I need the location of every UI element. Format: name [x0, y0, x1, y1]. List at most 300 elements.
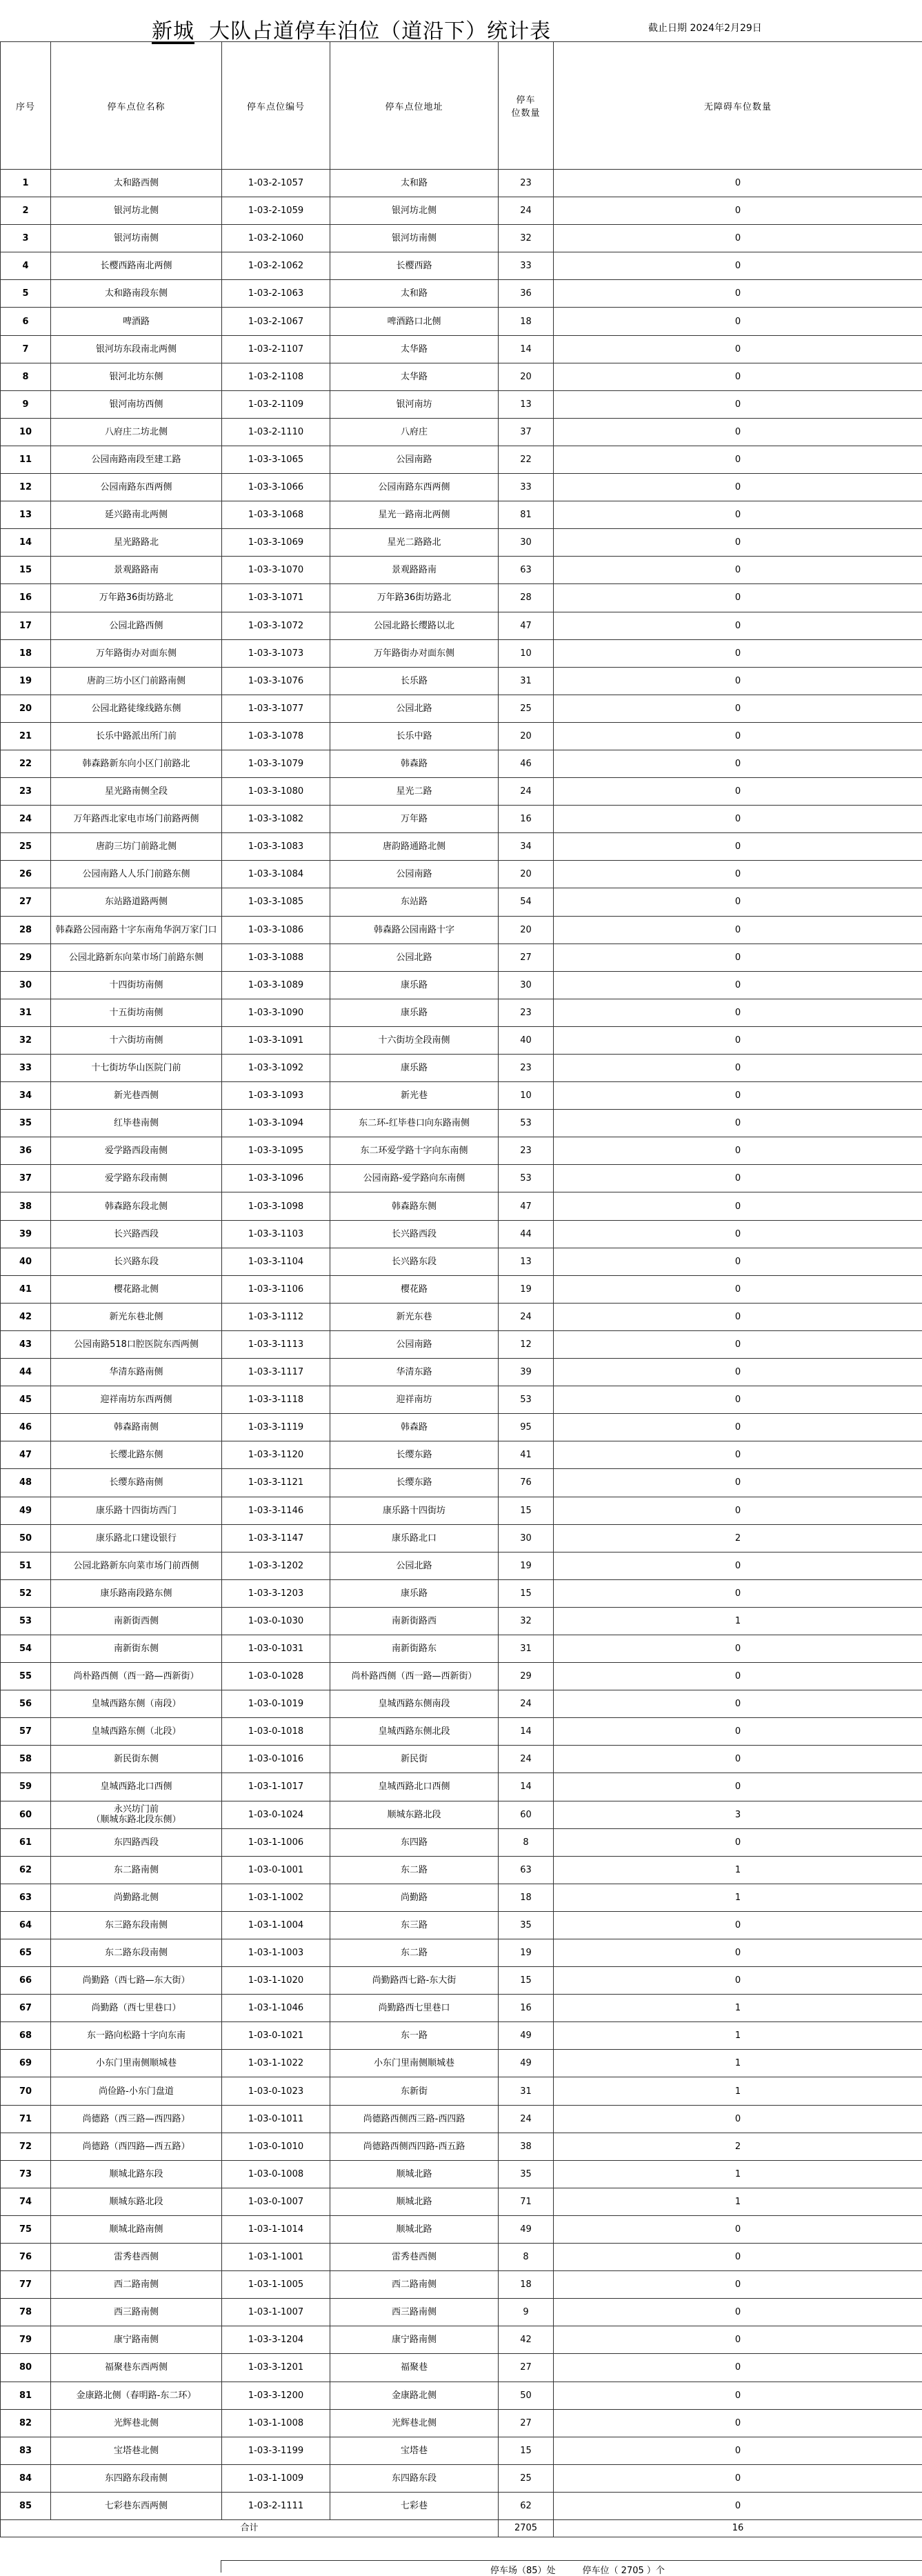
table-row	[1, 1469, 922, 1497]
row-spaces: 47	[499, 612, 554, 639]
row-code: 1-03-3-1120	[222, 1441, 330, 1469]
row-code: 1-03-0-1021	[222, 2022, 330, 2050]
row-code: 1-03-3-1069	[222, 529, 330, 557]
row-accessible: 0	[554, 170, 922, 197]
row-code: 1-03-2-1063	[222, 280, 330, 308]
row-code: 1-03-3-1089	[222, 971, 330, 999]
row-accessible: 0	[554, 2437, 922, 2464]
row-address: 公园北路长缨路以北	[330, 612, 499, 639]
table-row	[1, 916, 922, 943]
row-name: 公园北路徒缘线路东侧	[51, 695, 222, 722]
row-accessible: 0	[554, 2382, 922, 2409]
table-row	[1, 1967, 922, 1995]
row-address: 康乐路	[330, 1579, 499, 1607]
row-index: 56	[1, 1690, 51, 1718]
row-code: 1-03-1-1001	[222, 2244, 330, 2271]
row-index: 70	[1, 2077, 51, 2105]
row-name: 东二路东段南侧	[51, 1939, 222, 1967]
row-spaces: 30	[499, 529, 554, 557]
row-address: 太和路	[330, 170, 499, 197]
row-name: 万年路街办对面东侧	[51, 639, 222, 667]
table-row	[1, 557, 922, 584]
row-code: 1-03-3-1104	[222, 1248, 330, 1275]
row-spaces: 38	[499, 2133, 554, 2160]
row-spaces: 20	[499, 722, 554, 750]
row-code: 1-03-1-1002	[222, 1884, 330, 1911]
row-address: 韩森路东侧	[330, 1192, 499, 1220]
table-row	[1, 612, 922, 639]
table-row	[1, 1497, 922, 1524]
parking-table	[0, 41, 922, 2537]
row-index: 36	[1, 1137, 51, 1165]
row-address: 康乐路	[330, 999, 499, 1026]
row-name: 顺城北路东段	[51, 2160, 222, 2188]
row-code: 1-03-3-1118	[222, 1386, 330, 1414]
row-name: 长樱西路南北两侧	[51, 252, 222, 280]
row-code: 1-03-1-1006	[222, 1828, 330, 1856]
row-index: 79	[1, 2326, 51, 2354]
row-index: 52	[1, 1579, 51, 1607]
row-accessible: 0	[554, 861, 922, 888]
table-row	[1, 2437, 922, 2464]
row-address: 韩森路公园南路十字	[330, 916, 499, 943]
row-name: 康乐路十四街坊西门	[51, 1497, 222, 1524]
row-code: 1-03-3-1094	[222, 1110, 330, 1137]
row-code: 1-03-2-1067	[222, 308, 330, 335]
table-row	[1, 1690, 922, 1718]
table-row	[1, 833, 922, 861]
row-accessible: 0	[554, 695, 922, 722]
col-header-index: 序号	[1, 42, 51, 170]
row-code: 1-03-3-1098	[222, 1192, 330, 1220]
row-code: 1-03-2-1111	[222, 2492, 330, 2519]
table-row	[1, 1220, 922, 1248]
row-spaces: 15	[499, 2437, 554, 2464]
row-index: 39	[1, 1220, 51, 1248]
row-name: 银河坊南侧	[51, 225, 222, 252]
row-name: 长兴路西段	[51, 1220, 222, 1248]
row-code: 1-03-0-1030	[222, 1607, 330, 1635]
row-name: 银河坊北侧	[51, 197, 222, 225]
row-code: 1-03-3-1202	[222, 1552, 330, 1579]
table-row	[1, 1939, 922, 1967]
row-code: 1-03-2-1060	[222, 225, 330, 252]
table-row	[1, 2022, 922, 2050]
row-name: 太和路西侧	[51, 170, 222, 197]
row-index: 18	[1, 639, 51, 667]
row-name: 十四街坊南侧	[51, 971, 222, 999]
row-accessible: 0	[554, 1911, 922, 1939]
row-address: 康宁路南侧	[330, 2326, 499, 2354]
row-spaces: 10	[499, 1082, 554, 1110]
row-accessible: 0	[554, 1939, 922, 1967]
row-address: 长缨东路	[330, 1441, 499, 1469]
row-index: 14	[1, 529, 51, 557]
table-row	[1, 446, 922, 473]
row-name: 公园南路东西两侧	[51, 474, 222, 501]
row-address: 公园北路	[330, 1552, 499, 1579]
table-body	[1, 170, 922, 2537]
row-accessible: 0	[554, 1192, 922, 1220]
row-name: 金康路北侧（春明路-东二环）	[51, 2382, 222, 2409]
row-code: 1-03-3-1091	[222, 1026, 330, 1054]
row-name: 宝塔巷北侧	[51, 2437, 222, 2464]
row-name: 银河坊东段南北两侧	[51, 335, 222, 363]
row-address: 新光巷	[330, 1082, 499, 1110]
row-spaces: 76	[499, 1469, 554, 1497]
row-accessible: 0	[554, 1026, 922, 1054]
table-row	[1, 280, 922, 308]
table-row	[1, 750, 922, 777]
row-index: 44	[1, 1359, 51, 1386]
row-address: 新民街	[330, 1746, 499, 1773]
table-row	[1, 225, 922, 252]
row-address: 尚德路西侧西三路-西四路	[330, 2105, 499, 2133]
row-spaces: 13	[499, 1248, 554, 1275]
total-accessible: 16	[554, 2519, 922, 2537]
row-spaces: 19	[499, 1552, 554, 1579]
row-index: 40	[1, 1248, 51, 1275]
footer-text: 停车场（85）处 停车位（ 2705 ）个	[490, 2563, 665, 2576]
row-accessible: 0	[554, 2244, 922, 2271]
row-address: 星光二路	[330, 778, 499, 806]
row-code: 1-03-3-1103	[222, 1220, 330, 1248]
row-name: 红毕巷南侧	[51, 1110, 222, 1137]
row-code: 1-03-3-1096	[222, 1165, 330, 1192]
table-row	[1, 2271, 922, 2299]
row-code: 1-03-3-1077	[222, 695, 330, 722]
row-name: 永兴坊门前 （顺城东路北段东侧）	[51, 1801, 222, 1828]
row-accessible: 0	[554, 1469, 922, 1497]
row-accessible: 0	[554, 1663, 922, 1690]
row-index: 49	[1, 1497, 51, 1524]
row-address: 七彩巷	[330, 2492, 499, 2519]
row-accessible: 0	[554, 833, 922, 861]
table-row	[1, 1110, 922, 1137]
row-index: 57	[1, 1718, 51, 1746]
row-code: 1-03-3-1086	[222, 916, 330, 943]
row-address: 迎祥南坊	[330, 1386, 499, 1414]
row-address: 东新街	[330, 2077, 499, 2105]
row-name: 韩森路新东向小区门前路北	[51, 750, 222, 777]
row-code: 1-03-3-1199	[222, 2437, 330, 2464]
row-spaces: 40	[499, 1026, 554, 1054]
col-header-accessible: 无障碍车位数量	[554, 42, 922, 170]
table-row	[1, 2077, 922, 2105]
row-index: 28	[1, 916, 51, 943]
row-accessible: 0	[554, 1635, 922, 1662]
row-code: 1-03-1-1017	[222, 1773, 330, 1801]
row-name: 皇城西路北口西侧	[51, 1773, 222, 1801]
row-name: 爱学路东段南侧	[51, 1165, 222, 1192]
row-code: 1-03-2-1057	[222, 170, 330, 197]
row-name: 东二路南侧	[51, 1856, 222, 1884]
row-address: 八府庄	[330, 418, 499, 446]
row-spaces: 29	[499, 1663, 554, 1690]
row-code: 1-03-3-1146	[222, 1497, 330, 1524]
row-address: 尚德路西侧西四路-西五路	[330, 2133, 499, 2160]
row-address: 长兴路西段	[330, 1220, 499, 1248]
row-name: 尚朴路西侧（西一路—西新街）	[51, 1663, 222, 1690]
row-index: 2	[1, 197, 51, 225]
row-name: 长缨东路南侧	[51, 1469, 222, 1497]
total-spaces: 2705	[499, 2519, 554, 2537]
row-accessible: 0	[554, 1386, 922, 1414]
row-spaces: 46	[499, 750, 554, 777]
row-code: 1-03-0-1028	[222, 1663, 330, 1690]
row-accessible: 1	[554, 2022, 922, 2050]
row-address: 皇城西路东侧南段	[330, 1690, 499, 1718]
row-spaces: 81	[499, 501, 554, 529]
row-address: 东二路	[330, 1939, 499, 1967]
row-index: 43	[1, 1330, 51, 1358]
row-spaces: 47	[499, 1192, 554, 1220]
row-accessible: 0	[554, 1165, 922, 1192]
row-index: 46	[1, 1414, 51, 1441]
row-code: 1-03-3-1083	[222, 833, 330, 861]
row-accessible: 0	[554, 1414, 922, 1441]
row-code: 1-03-3-1078	[222, 722, 330, 750]
table-row	[1, 170, 922, 197]
row-accessible: 0	[554, 943, 922, 971]
table-row	[1, 722, 922, 750]
row-accessible: 0	[554, 1552, 922, 1579]
table-row	[1, 971, 922, 999]
date-label: 截止日期 2024年2月29日	[648, 21, 762, 34]
row-code: 1-03-0-1011	[222, 2105, 330, 2133]
row-index: 67	[1, 1995, 51, 2022]
table-header	[1, 42, 922, 170]
row-name: 东四路西段	[51, 1828, 222, 1856]
table-row	[1, 1718, 922, 1746]
table-row	[1, 2464, 922, 2492]
row-spaces: 13	[499, 390, 554, 418]
row-spaces: 62	[499, 2492, 554, 2519]
row-accessible: 0	[554, 1718, 922, 1746]
row-name: 公园北路新东向菜市场门前西侧	[51, 1552, 222, 1579]
row-address: 顺城东路北段	[330, 1801, 499, 1828]
row-name: 万年路36街坊路北	[51, 584, 222, 612]
table-row	[1, 1082, 922, 1110]
row-index: 19	[1, 667, 51, 695]
row-address: 南新街路东	[330, 1635, 499, 1662]
row-accessible: 0	[554, 1248, 922, 1275]
row-code: 1-03-3-1106	[222, 1275, 330, 1303]
row-code: 1-03-3-1072	[222, 612, 330, 639]
table-row	[1, 1386, 922, 1414]
row-code: 1-03-1-1022	[222, 2050, 330, 2077]
row-code: 1-03-3-1088	[222, 943, 330, 971]
row-spaces: 16	[499, 1995, 554, 2022]
total-row	[1, 2519, 922, 2537]
table-row	[1, 1635, 922, 1662]
row-name: 东四路东段南侧	[51, 2464, 222, 2492]
table-row	[1, 1330, 922, 1358]
table-row	[1, 390, 922, 418]
row-address: 星光一路南北两侧	[330, 501, 499, 529]
row-address: 景观路路南	[330, 557, 499, 584]
row-code: 1-03-3-1068	[222, 501, 330, 529]
row-code: 1-03-3-1119	[222, 1414, 330, 1441]
row-address: 银河南坊	[330, 390, 499, 418]
row-name: 公园北路新东向菜市场门前路东侧	[51, 943, 222, 971]
row-code: 1-03-3-1070	[222, 557, 330, 584]
table-row	[1, 2160, 922, 2188]
row-accessible: 0	[554, 1746, 922, 1773]
row-address: 樱花路	[330, 1275, 499, 1303]
row-index: 58	[1, 1746, 51, 1773]
row-index: 5	[1, 280, 51, 308]
row-address: 长兴路东段	[330, 1248, 499, 1275]
row-name: 光辉巷北侧	[51, 2409, 222, 2437]
row-accessible: 1	[554, 2050, 922, 2077]
row-code: 1-03-1-1004	[222, 1911, 330, 1939]
row-accessible: 0	[554, 2492, 922, 2519]
row-index: 21	[1, 722, 51, 750]
row-code: 1-03-3-1090	[222, 999, 330, 1026]
row-name: 啤酒路	[51, 308, 222, 335]
row-accessible: 1	[554, 1995, 922, 2022]
row-accessible: 0	[554, 1082, 922, 1110]
row-code: 1-03-3-1066	[222, 474, 330, 501]
row-code: 1-03-3-1073	[222, 639, 330, 667]
row-index: 85	[1, 2492, 51, 2519]
row-name: 东一路向松路十字向东南	[51, 2022, 222, 2050]
row-address: 华清东路	[330, 1359, 499, 1386]
row-address: 顺城北路	[330, 2188, 499, 2215]
table-row	[1, 2382, 922, 2409]
row-spaces: 20	[499, 363, 554, 390]
row-code: 1-03-2-1059	[222, 197, 330, 225]
row-address: 太华路	[330, 363, 499, 390]
row-spaces: 31	[499, 1635, 554, 1662]
table-row	[1, 2105, 922, 2133]
table-row	[1, 1552, 922, 1579]
row-code: 1-03-2-1108	[222, 363, 330, 390]
row-accessible: 0	[554, 501, 922, 529]
row-name: 南新街西侧	[51, 1607, 222, 1635]
row-spaces: 24	[499, 778, 554, 806]
row-name: 南新街东侧	[51, 1635, 222, 1662]
row-name: 十五街坊南侧	[51, 999, 222, 1026]
row-accessible: 0	[554, 197, 922, 225]
row-spaces: 42	[499, 2326, 554, 2354]
row-accessible: 0	[554, 1828, 922, 1856]
row-accessible: 1	[554, 1607, 922, 1635]
row-address: 太华路	[330, 335, 499, 363]
table-row	[1, 667, 922, 695]
row-code: 1-03-0-1008	[222, 2160, 330, 2188]
row-accessible: 0	[554, 888, 922, 916]
row-address: 康乐路	[330, 971, 499, 999]
row-accessible: 0	[554, 584, 922, 612]
title-main: 大队占道停车泊位（道沿下）统计表	[209, 19, 551, 43]
row-code: 1-03-3-1121	[222, 1469, 330, 1497]
row-address: 西二路南侧	[330, 2271, 499, 2299]
row-code: 1-03-3-1079	[222, 750, 330, 777]
row-name: 小东门里南侧顺城巷	[51, 2050, 222, 2077]
row-name: 太和路南段东侧	[51, 280, 222, 308]
row-index: 48	[1, 1469, 51, 1497]
row-accessible: 0	[554, 1967, 922, 1995]
row-code: 1-03-1-1020	[222, 1967, 330, 1995]
row-index: 74	[1, 2188, 51, 2215]
table-row	[1, 1884, 922, 1911]
row-index: 59	[1, 1773, 51, 1801]
row-index: 4	[1, 252, 51, 280]
table-row	[1, 1165, 922, 1192]
row-code: 1-03-3-1095	[222, 1137, 330, 1165]
row-accessible: 0	[554, 390, 922, 418]
row-address: 西三路南侧	[330, 2299, 499, 2326]
row-index: 32	[1, 1026, 51, 1054]
row-spaces: 25	[499, 695, 554, 722]
row-accessible: 0	[554, 1303, 922, 1330]
row-name: 十七街坊华山医院门前	[51, 1055, 222, 1082]
table-row	[1, 1275, 922, 1303]
row-address: 东四路	[330, 1828, 499, 1856]
row-accessible: 0	[554, 529, 922, 557]
row-address: 康乐路北口	[330, 1524, 499, 1552]
row-name: 公园南路人人乐门前路东侧	[51, 861, 222, 888]
row-name: 公园北路西侧	[51, 612, 222, 639]
row-code: 1-03-1-1003	[222, 1939, 330, 1967]
col-header-spaces: 停车 位数量	[499, 42, 554, 170]
row-address: 康乐路	[330, 1055, 499, 1082]
row-index: 45	[1, 1386, 51, 1414]
row-index: 76	[1, 2244, 51, 2271]
row-index: 54	[1, 1635, 51, 1662]
table-row	[1, 2354, 922, 2382]
row-code: 1-03-1-1008	[222, 2409, 330, 2437]
row-accessible: 0	[554, 308, 922, 335]
row-spaces: 60	[499, 1801, 554, 1828]
row-index: 9	[1, 390, 51, 418]
row-spaces: 15	[499, 1579, 554, 1607]
row-address: 星光二路路北	[330, 529, 499, 557]
row-address: 长缨东路	[330, 1469, 499, 1497]
row-spaces: 37	[499, 418, 554, 446]
table-row	[1, 1026, 922, 1054]
row-accessible: 0	[554, 2271, 922, 2299]
row-accessible: 2	[554, 2133, 922, 2160]
table-row	[1, 1414, 922, 1441]
row-index: 6	[1, 308, 51, 335]
table-row	[1, 2050, 922, 2077]
row-code: 1-03-0-1031	[222, 1635, 330, 1662]
table-row	[1, 501, 922, 529]
row-code: 1-03-3-1201	[222, 2354, 330, 2382]
row-code: 1-03-3-1204	[222, 2326, 330, 2354]
row-accessible: 0	[554, 612, 922, 639]
row-code: 1-03-0-1010	[222, 2133, 330, 2160]
row-spaces: 54	[499, 888, 554, 916]
row-spaces: 30	[499, 971, 554, 999]
row-spaces: 32	[499, 225, 554, 252]
table-row	[1, 2409, 922, 2437]
row-index: 60	[1, 1801, 51, 1828]
row-accessible: 0	[554, 1579, 922, 1607]
row-index: 47	[1, 1441, 51, 1469]
row-address: 雷秀巷西侧	[330, 2244, 499, 2271]
row-accessible: 0	[554, 2326, 922, 2354]
row-index: 30	[1, 971, 51, 999]
row-index: 80	[1, 2354, 51, 2382]
row-accessible: 0	[554, 1690, 922, 1718]
row-name: 皇城西路东侧（南段）	[51, 1690, 222, 1718]
row-code: 1-03-3-1076	[222, 667, 330, 695]
row-spaces: 34	[499, 833, 554, 861]
